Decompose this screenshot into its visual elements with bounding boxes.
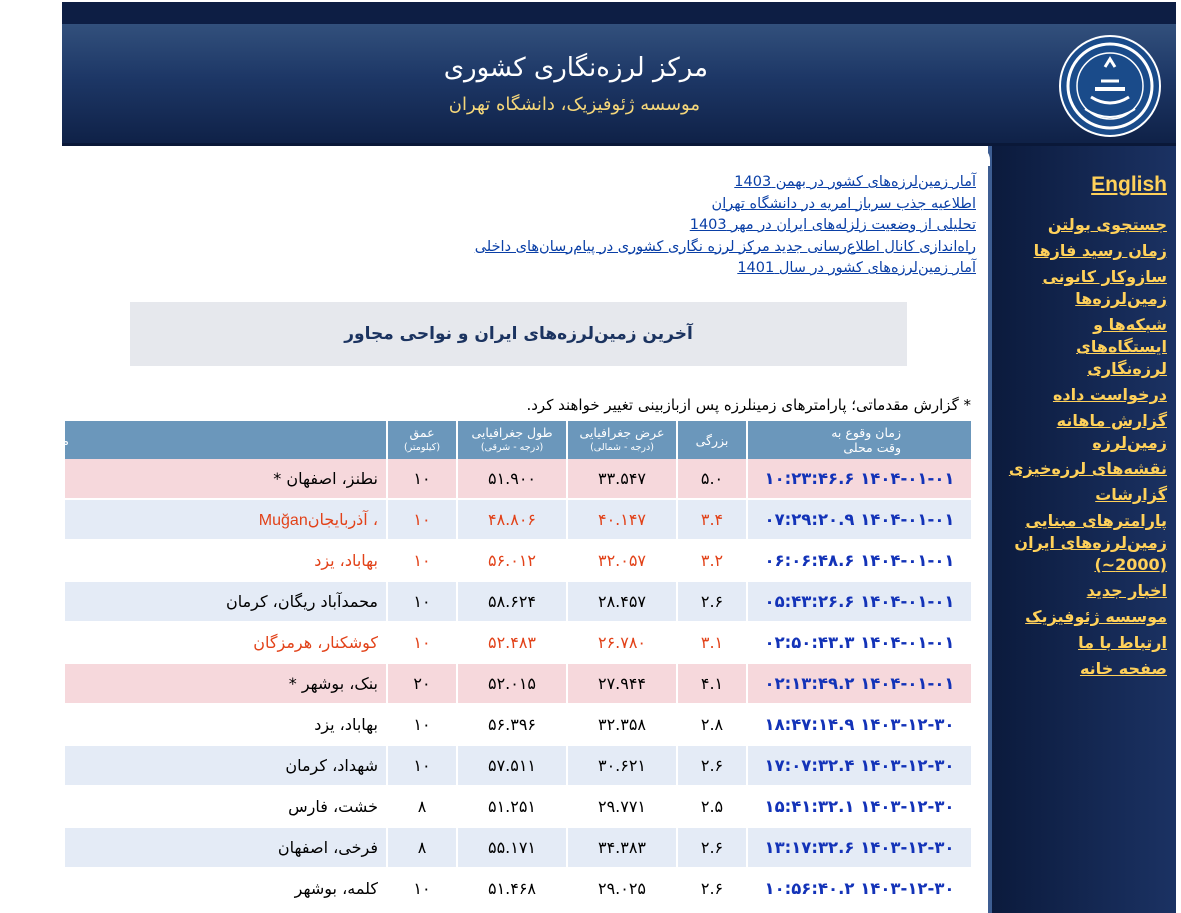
section-title: آخرین زمین‌لرزه‌های ایران و نواحی مجاور <box>130 302 907 366</box>
cell-latitude: ۳۳.۵۴۷ <box>566 459 676 500</box>
region-name: ، آذربایجان <box>307 509 378 529</box>
cell-longitude: ۵۱.۹۰۰ <box>456 459 566 500</box>
cell-latitude: ۳۲.۰۵۷ <box>566 541 676 582</box>
cell-region <box>65 459 386 500</box>
cell-time[interactable]: ۱۴۰۳-۱۲-۳۰ ۱۳:۱۷:۳۲.۶ <box>746 828 971 869</box>
cell-region <box>65 582 386 623</box>
sidebar-item-home[interactable]: صفحه خانه <box>1079 659 1167 678</box>
side-menu <box>997 174 1167 684</box>
university-logo-icon[interactable] <box>1059 35 1161 137</box>
region-name: فرخی، اصفهان <box>277 837 378 857</box>
cell-latitude: ۲۷.۹۴۴ <box>566 664 676 705</box>
region-name: نطنز، اصفهان * <box>273 468 378 488</box>
cell-longitude: ۵۶.۳۹۶ <box>456 705 566 746</box>
cell-time[interactable]: ۱۴۰۳-۱۲-۳۰ ۱۸:۴۷:۱۴.۹ <box>746 705 971 746</box>
content-corner <box>970 146 990 166</box>
sidebar-item-phase-arrivals[interactable]: زمان رسید فازها <box>1033 241 1167 260</box>
table-row[interactable] <box>65 705 971 746</box>
cell-region <box>65 746 386 787</box>
cell-region <box>65 664 386 705</box>
sidebar-divider <box>988 146 992 913</box>
sidebar-item-english[interactable]: English <box>1091 173 1167 196</box>
sidebar-item-data-request[interactable]: درخواست داده <box>1052 385 1167 404</box>
cell-time[interactable]: ۱۴۰۴-۰۱-۰۱ ۰۶:۰۶:۴۸.۶ <box>746 541 971 582</box>
region-name: شهداد، کرمان <box>285 755 378 775</box>
table-row[interactable] <box>65 828 971 869</box>
cell-time[interactable]: ۱۴۰۴-۰۱-۰۱ ۱۰:۲۳:۴۶.۶ <box>746 459 971 500</box>
cell-time[interactable]: ۱۴۰۳-۱۲-۳۰ ۱۷:۰۷:۳۲.۴ <box>746 746 971 787</box>
col-header-latitude <box>566 421 676 459</box>
sidebar-item-geophysics-institute[interactable]: موسسه ژئوفیزیک <box>1025 607 1167 626</box>
news-link[interactable]: تحلیلی از وضعیت زلزله‌های ایران در مهر 1403 <box>689 217 976 233</box>
cell-magnitude: ۵.۰ <box>676 459 746 500</box>
cell-latitude: ۲۸.۴۵۷ <box>566 582 676 623</box>
cell-depth: ۲۰ <box>386 664 456 705</box>
cell-depth: ۱۰ <box>386 459 456 500</box>
cell-depth: ۱۰ <box>386 623 456 664</box>
cell-latitude: ۳۰.۶۲۱ <box>566 746 676 787</box>
col-header-longitude-sub: (درجه - شرقی) <box>480 442 544 453</box>
cell-latitude: ۲۹.۰۲۵ <box>566 869 676 910</box>
cell-magnitude: ۳.۱ <box>676 623 746 664</box>
col-header-time <box>746 421 971 459</box>
region-name: بهاباد، یزد <box>314 714 378 734</box>
cell-magnitude: ۲.۶ <box>676 746 746 787</box>
cell-depth: ۱۰ <box>386 500 456 541</box>
news-link[interactable]: آمار زمین‌لرزه‌های کشور در بهمن 1403 <box>734 174 976 190</box>
col-header-latitude-sub: (درجه - شمالی) <box>590 442 654 453</box>
region-latin-name: Muğan <box>258 511 308 529</box>
col-header-time-label: زمان وقوع به <box>831 425 901 440</box>
col-header-region: منطقه <box>65 421 386 459</box>
col-header-magnitude-label: بزرگی <box>695 432 729 448</box>
region-name: کوشکنار، هرمزگان <box>253 632 378 652</box>
news-link[interactable]: آمار زمین‌لرزه‌های کشور در سال 1401 <box>737 260 976 276</box>
header-banner <box>62 24 1176 144</box>
col-header-depth-label: عمق <box>409 425 435 440</box>
cell-longitude: ۵۱.۲۵۱ <box>456 787 566 828</box>
cell-longitude: ۵۲.۴۸۳ <box>456 623 566 664</box>
sidebar-item-bulletin-search[interactable]: جستجوی بولتن <box>1047 215 1167 234</box>
region-name: بنک، بوشهر * <box>288 673 378 693</box>
col-header-magnitude <box>676 421 746 459</box>
region-name: محمدآباد ریگان، کرمان <box>225 591 378 611</box>
cell-magnitude: ۴.۱ <box>676 664 746 705</box>
cell-magnitude: ۲.۵ <box>676 787 746 828</box>
table-row[interactable] <box>65 459 971 500</box>
cell-latitude: ۳۴.۳۸۳ <box>566 828 676 869</box>
table-row[interactable] <box>65 541 971 582</box>
cell-region <box>65 541 386 582</box>
cell-region <box>65 623 386 664</box>
cell-depth: ۱۰ <box>386 582 456 623</box>
cell-latitude: ۲۹.۷۷۱ <box>566 787 676 828</box>
cell-depth: ۱۰ <box>386 705 456 746</box>
news-link[interactable]: راه‌اندازی کانال اطلاع‌رسانی جدید مرکز لرزه نگاری کشوری در پیام‌رسان‌های داخلی <box>474 238 976 255</box>
cell-longitude: ۵۵.۱۷۱ <box>456 828 566 869</box>
sidebar-item-base-parameters[interactable]: پارامترهای مبنایی زمین‌لرزه‌های ایران (2000~) <box>1014 511 1167 574</box>
cell-region <box>65 705 386 746</box>
table-row[interactable] <box>65 869 971 910</box>
cell-longitude: ۵۲.۰۱۵ <box>456 664 566 705</box>
cell-longitude: ۵۶.۰۱۲ <box>456 541 566 582</box>
region-name: کلمه، بوشهر <box>294 878 378 898</box>
table-row[interactable] <box>65 746 971 787</box>
cell-time[interactable]: ۱۴۰۴-۰۱-۰۱ ۰۵:۴۳:۲۶.۶ <box>746 582 971 623</box>
sidebar-item-contact[interactable]: ارتباط با ما <box>1078 633 1167 652</box>
col-header-latitude-label: عرض جغرافیایی <box>579 425 665 440</box>
cell-magnitude: ۲.۶ <box>676 869 746 910</box>
table-row[interactable] <box>65 500 971 541</box>
table-row[interactable] <box>65 787 971 828</box>
table-row[interactable] <box>65 664 971 705</box>
earthquake-table <box>35 421 971 910</box>
site-subtitle: موسسه ژئوفیزیک، دانشگاه تهران <box>448 94 700 115</box>
news-link[interactable]: اطلاعیه جذب سرباز امریه در دانشگاه تهران <box>711 195 976 212</box>
news-list <box>475 172 976 280</box>
col-header-depth <box>386 421 456 459</box>
cell-time[interactable]: ۱۴۰۳-۱۲-۳۰ ۱۰:۵۶:۴۰.۲ <box>746 869 971 910</box>
cell-longitude: ۵۸.۶۲۴ <box>456 582 566 623</box>
cell-magnitude: ۲.۸ <box>676 705 746 746</box>
cell-latitude: ۳۲.۳۵۸ <box>566 705 676 746</box>
cell-region <box>65 500 386 541</box>
preliminary-note: * گزارش مقدماتی؛ پارامترهای زمینلرزه پس ازبازبینی تغییر خواهند کرد. <box>526 396 971 414</box>
col-header-longitude <box>456 421 566 459</box>
cell-time[interactable]: ۱۴۰۴-۰۱-۰۱ ۰۲:۱۳:۴۹.۲ <box>746 664 971 705</box>
sidebar-item-monthly-report[interactable]: گزارش ماهانه زمین‌لرزه <box>1056 411 1167 452</box>
cell-depth: ۸ <box>386 828 456 869</box>
cell-longitude: ۵۷.۵۱۱ <box>456 746 566 787</box>
cell-longitude: ۵۱.۴۶۸ <box>456 869 566 910</box>
col-header-depth-sub: (کیلومتر) <box>403 442 441 453</box>
cell-depth: ۱۰ <box>386 541 456 582</box>
top-strip <box>62 2 1176 24</box>
table-header-row <box>65 421 971 459</box>
cell-latitude: ۴۰.۱۴۷ <box>566 500 676 541</box>
cell-time[interactable]: ۱۴۰۴-۰۱-۰۱ ۰۷:۲۹:۲۰.۹ <box>746 500 971 541</box>
cell-region <box>65 869 386 910</box>
cell-longitude: ۴۸.۸۰۶ <box>456 500 566 541</box>
sidebar-item-seismicity-maps[interactable]: نقشه‌های لرزه‌خیزی <box>1008 459 1167 478</box>
cell-depth: ۸ <box>386 787 456 828</box>
cell-time[interactable]: ۱۴۰۳-۱۲-۳۰ ۱۵:۴۱:۳۲.۱ <box>746 787 971 828</box>
cell-magnitude: ۳.۲ <box>676 541 746 582</box>
cell-magnitude: ۲.۶ <box>676 828 746 869</box>
cell-latitude: ۲۶.۷۸۰ <box>566 623 676 664</box>
col-header-longitude-label: طول جغرافیایی <box>471 425 553 440</box>
cell-depth: ۱۰ <box>386 746 456 787</box>
cell-region <box>65 787 386 828</box>
region-name: خشت، فارس <box>288 796 378 816</box>
region-name: بهاباد، یزد <box>314 550 378 570</box>
table-row[interactable] <box>65 623 971 664</box>
cell-depth: ۱۰ <box>386 869 456 910</box>
table-row[interactable] <box>65 582 971 623</box>
cell-magnitude: ۳.۴ <box>676 500 746 541</box>
sidebar-item-focal-mechanism[interactable]: سازوکار کانونی زمین‌لرزه‌ها <box>1042 267 1167 308</box>
cell-magnitude: ۲.۶ <box>676 582 746 623</box>
cell-time[interactable]: ۱۴۰۴-۰۱-۰۱ ۰۲:۵۰:۴۳.۳ <box>746 623 971 664</box>
col-header-time-sub: وقت محلی <box>843 440 901 455</box>
sidebar-item-networks-stations[interactable]: شبکه‌ها و ایستگاه‌های لرزه‌نگاری <box>1076 315 1167 378</box>
sidebar-item-news[interactable]: اخبار جدید <box>1086 581 1167 600</box>
cell-region <box>65 828 386 869</box>
sidebar-item-reports[interactable]: گزارشات <box>1095 485 1167 504</box>
site-title: مرکز لرزه‌نگاری کشوری <box>443 53 708 83</box>
